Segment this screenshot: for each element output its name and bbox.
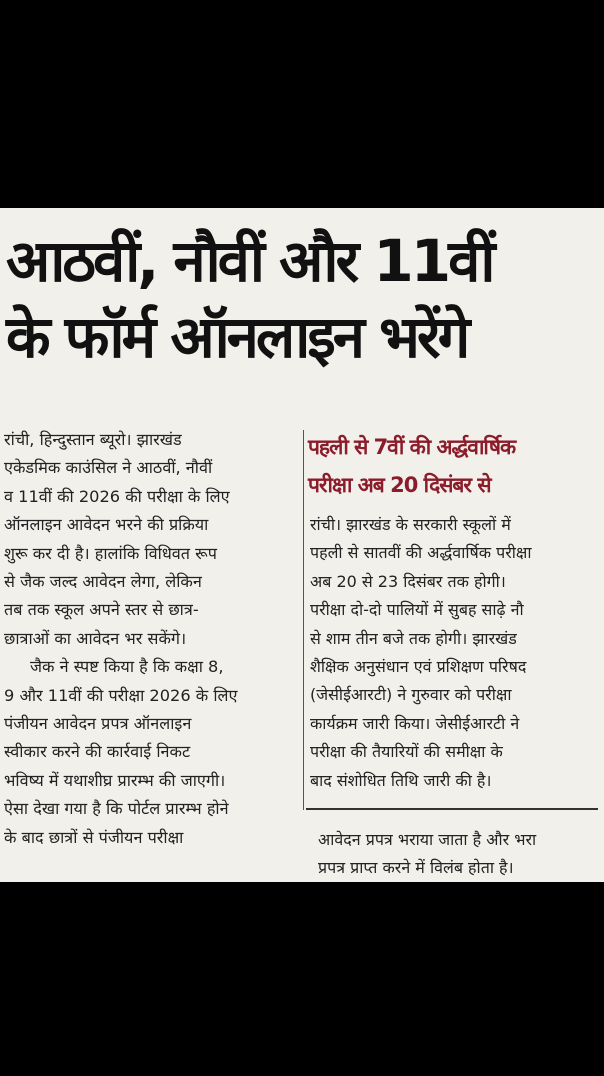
box-line: रांची। झारखंड के सरकारी स्कूलों में — [310, 515, 511, 534]
article-line: शुरू कर दी है। हालांकि विधिवत रूप — [4, 543, 217, 563]
article-line: एकेडमिक काउंसिल ने आठवीं, नौवीं — [4, 458, 213, 478]
box-line: (जेसीईआरटी) ने गुरुवार को परीक्षा — [310, 685, 512, 705]
box-line: बाद संशोधित तिथि जारी की है। — [310, 770, 492, 790]
article-line: के बाद छात्रों से पंजीयन परीक्षा — [4, 827, 184, 847]
article-line: व 11वीं की 2026 की परीक्षा के लिए — [4, 486, 230, 506]
left-column-article — [4, 426, 298, 852]
box-headline-line-1: पहली से 7वीं की अर्द्धवार्षिक — [308, 435, 516, 459]
box-headline — [308, 428, 598, 504]
box-headline-line-2: परीक्षा अब 20 दिसंबर से — [308, 473, 491, 497]
box-line: कार्यक्रम जारी किया। जेसीईआरटी ने — [310, 713, 520, 733]
article-line: से जैक जल्द आवेदन लेगा, लेकिन — [4, 572, 202, 592]
article-line: स्वीकार करने की कार्रवाई निकट — [4, 742, 191, 762]
article-line: तब तक स्कूल अपने स्तर से छात्र- — [4, 600, 199, 620]
article-line: ऐसा देखा गया है कि पोर्टल प्रारम्भ होने — [4, 799, 229, 819]
box-line: परीक्षा की तैयारियों की समीक्षा के — [310, 742, 503, 762]
box-line: पहली से सातवीं की अर्द्धवार्षिक परीक्षा — [310, 543, 532, 563]
article-line: ऑनलाइन आवेदन भरने की प्रक्रिया — [4, 515, 209, 535]
article-line: पंजीयन आवेदन प्रपत्र ऑनलाइन — [4, 714, 192, 734]
box-line: अब 20 से 23 दिसंबर तक होगी। — [310, 571, 506, 591]
box-bottom-rule — [306, 808, 598, 810]
article-line: छात्राओं का आवेदन भर सकेंगे। — [4, 628, 187, 648]
box-line: परीक्षा दो-दो पालियों में सुबह साढ़े नौ — [310, 600, 524, 620]
article-line: जैक ने स्पष्ट किया है कि कक्षा 8, — [30, 657, 224, 677]
headline-line-2: के फॉर्म ऑनलाइन भरेंगे — [6, 303, 468, 371]
column-divider — [303, 430, 304, 810]
box-article — [310, 511, 598, 795]
newspaper-clipping — [0, 208, 604, 882]
article-line: आवेदन प्रपत्र भराया जाता है और भरा — [318, 830, 537, 849]
right-column-continuation — [318, 826, 598, 882]
headline-line-1: आठवीं, नौवीं और 11वीं — [6, 227, 493, 295]
article-line: प्रपत्र प्राप्त करने में विलंब होता है। — [318, 858, 514, 878]
article-line: 9 और 11वीं की परीक्षा 2026 के लिए — [4, 685, 238, 705]
article-line: रांची, हिन्दुस्तान ब्यूरो। झारखंड — [4, 430, 182, 449]
box-line: से शाम तीन बजे तक होगी। झारखंड — [310, 628, 517, 648]
article-line: भविष्य में यथाशीघ्र प्रारम्भ की जाएगी। — [4, 770, 226, 790]
box-line: शैक्षिक अनुसंधान एवं प्रशिक्षण परिषद — [310, 657, 527, 677]
